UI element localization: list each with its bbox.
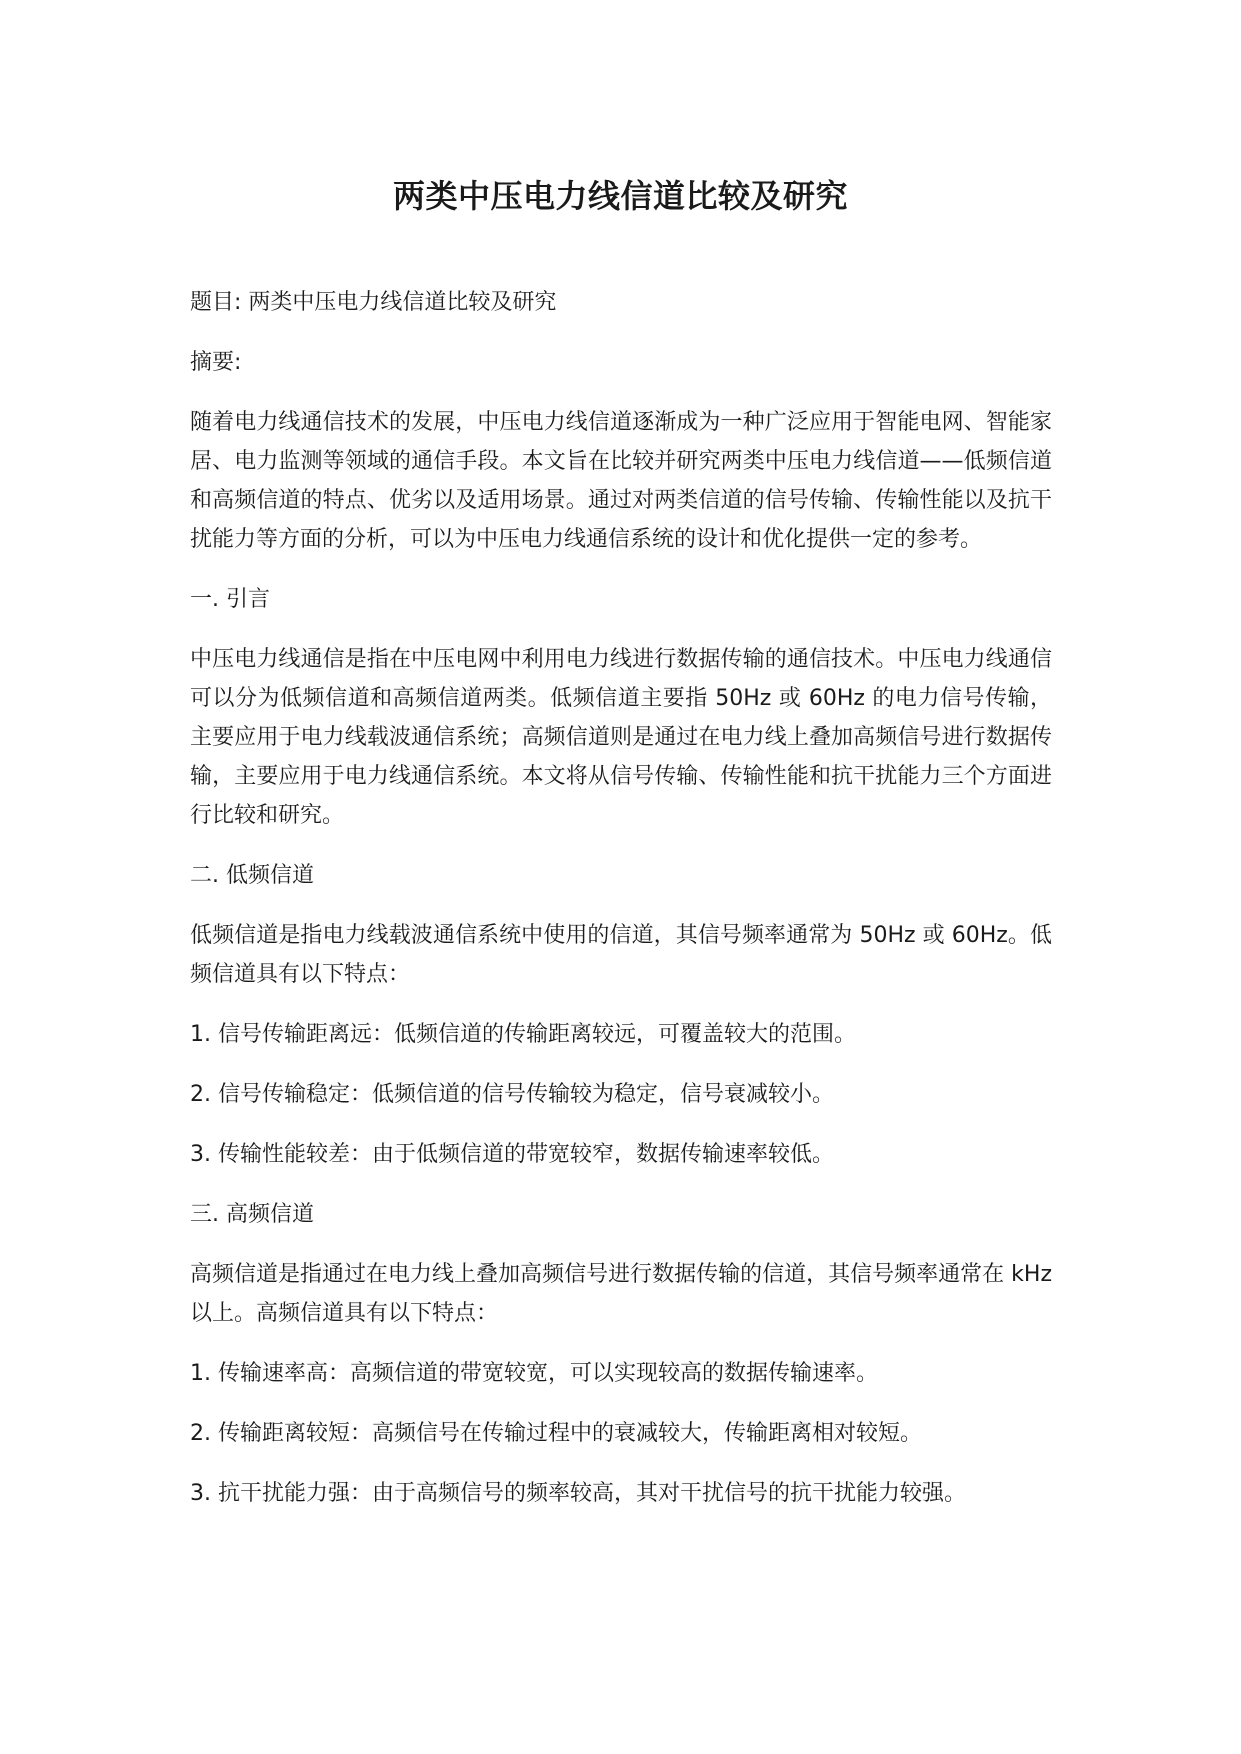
abstract-heading: 摘要: — [190, 350, 242, 375]
abstract-paragraph: 随着电力线通信技术的发展，中压电力线信道逐渐成为一种广泛应用于智能电网、智能家居、电力监测等领域的通信手段。本文旨在比较并研究两类中压电力线信道——低频信道和高频信道的特点、优劣以及适用场景。通过对两类信道的信号传输、传输性能以及抗干扰能力等方面的分析，可以为中压电力线通信系统的设计和优化提供一定的参考。 — [190, 410, 1052, 552]
low-frequency-item-2: 2. 信号传输稳定：低频信道的信号传输较为稳定，信号衰减较小。 — [190, 1082, 834, 1107]
subject-line: 题目: 两类中压电力线信道比较及研究 — [190, 290, 557, 315]
high-frequency-paragraph: 高频信道是指通过在电力线上叠加高频信号进行数据传输的信道，其信号频率通常在 kHz 以上。高频信道具有以下特点： — [190, 1262, 1052, 1326]
high-frequency-item-2: 2. 传输距离较短：高频信号在传输过程中的衰减较大，传输距离相对较短。 — [190, 1421, 922, 1446]
document-title: 两类中压电力线信道比较及研究 — [392, 177, 848, 215]
section-heading-introduction: 一. 引言 — [190, 587, 270, 612]
low-frequency-paragraph: 低频信道是指电力线载波通信系统中使用的信道，其信号频率通常为 50Hz 或 60Hz。低频信道具有以下特点： — [190, 923, 1052, 987]
section-heading-low-frequency: 二. 低频信道 — [190, 863, 314, 888]
section-heading-high-frequency: 三. 高频信道 — [190, 1202, 314, 1227]
document-body — [190, 283, 1052, 1534]
low-frequency-item-1: 1. 信号传输距离远：低频信道的传输距离较远，可覆盖较大的范围。 — [190, 1022, 856, 1047]
high-frequency-item-1: 1. 传输速率高：高频信道的带宽较宽，可以实现较高的数据传输速率。 — [190, 1361, 878, 1386]
introduction-paragraph: 中压电力线通信是指在中压电网中利用电力线进行数据传输的通信技术。中压电力线通信可以分为低频信道和高频信道两类。低频信道主要指 50Hz 或 60Hz 的电力信号传输，主要应用于电力线载波通信系统；高频信道则是通过在电力线上叠加高频信号进行数据传输，主要应用于电力线通信系统。本文将从信号传输、传输性能和抗干扰能力三个方面进行比较和研究。 — [190, 647, 1052, 828]
low-frequency-item-3: 3. 传输性能较差：由于低频信道的带宽较窄，数据传输速率较低。 — [190, 1142, 834, 1167]
high-frequency-item-3: 3. 抗干扰能力强：由于高频信号的频率较高，其对干扰信号的抗干扰能力较强。 — [190, 1481, 966, 1506]
